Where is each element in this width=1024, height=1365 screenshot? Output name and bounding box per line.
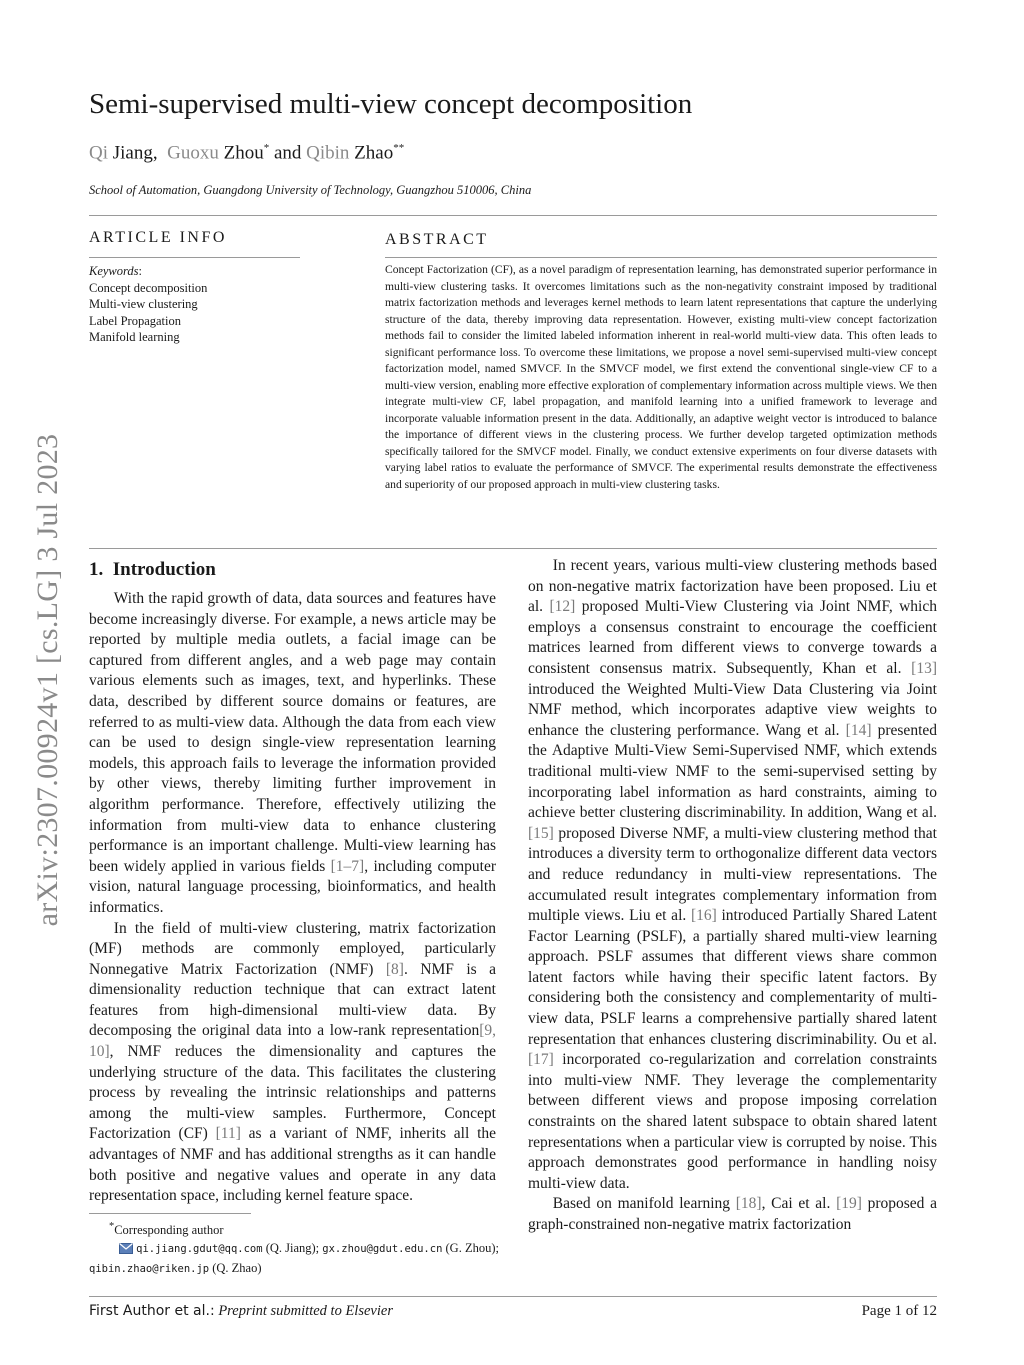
keyword-item: Multi-view clustering [89,297,198,311]
section-title: Introduction [112,559,216,580]
citation-link[interactable]: [17] [528,1051,554,1069]
footer-left [89,1303,393,1320]
author-mark: ** [393,142,405,154]
article-info-divider [89,257,300,258]
right-column [528,556,937,1236]
article-info-heading: ARTICLE INFO [89,229,227,246]
paragraph: With the rapid growth of data, data sources and features have become increasingly diverse. For example, a news article may be reported by multiple media outlets, a facial image can be captured from different angles, and a web page may contain various elements such as images, text, and hyperlinks. These data, described by different source domains or features, are referred to as multi-view data. Although the data from each view can be used to design single-view representation learning models, this approach fails to leverage the information provided by other views, thereby limiting further improvement in algorithm performance. Therefore, effectively utilizing the information from multi-view data to enhance clustering performance is an important challenge. Multi-view learning has been widely applied in various fields [1–7], including computer vision, natural language processing, bioinformatics, and health informatics. [89,590,496,916]
email-link[interactable]: qi.jiang.gdut@qq.com [136,1243,263,1256]
citation-link[interactable]: [19] [836,1195,862,1213]
footer-venue: Preprint submitted to Elsevier [218,1303,393,1319]
author-family-name: Jiang [112,142,153,164]
keywords-block: Keywords: Concept decomposition Multi-view clustering Label Propagation Manifold learning [89,264,208,344]
abstract-text: Concept Factorization (CF), as a novel paradigm of representation learning, has demonstrated superior performance in multi-view clustering tasks. It overcomes limitations such as the non-negativity constraint imposed by traditional matrix factorization methods and leverages kernel methods to learn latent representations that capture the underlying structure of the data, thereby improving data representation. However, existing multi-view concept factorization methods fail to consider the limited labeled information inherent in real-world multi-view data. This often leads to significant performance loss. To overcome these limitations, we propose a novel semi-supervised multi-view concept factorization model, named SMVCF. In the SMVCF model, we first extend the conventional single-view CF to a multi-view version, enabling more effective exploration of complementary information across multiple views. We then integrate multi-view CF, label propagation, and manifold learning into a unified framework to leverage and incorporate valuable information present in the data. Additionally, an adaptive weight vector is introduced to balance the importance of different views in the clustering process. We further develop targeted optimization methods specifically tailored for the SMVCF model. Finally, we conduct extensive experiments on four diverse datasets with varying label ratios to evaluate the performance of SMVCF. The experimental results demonstrate the effectiveness and superiority of our proposed approach in multi-view clustering tasks. [385,263,937,491]
top-divider [89,215,937,216]
keywords-label: Keywords [89,264,139,278]
citation-link[interactable]: [12] [549,598,576,616]
email-link[interactable]: qibin.zhao@riken.jp [89,1263,210,1276]
paragraph: In recent years, various multi-view clustering methods based on non-negative matrix factorization have been proposed. Liu et al. [12] proposed Multi-View Clustering via Joint NMF, which employs a consensus constraint to encourage the coefficient matrices learned from different views to converge towards a consistent consensus matrix. Subsequently, Khan et al. [13] introduced the Weighted Multi-View Data Clustering via Joint NMF method, which incorporates adaptive view weights to enhance the clustering performance. Wang et al. [14] presented the Adaptive Multi-View Semi-Supervised NMF, which extends traditional multi-view NMF to the semi-supervised setting by incorporating label information as hard constraints, aiming to achieve better clustering discriminability. In addition, Wang et al. [15] proposed Diverse NMF, a multi-view clustering method that introduces a diversity term to orthogonalize different data vectors and reduce redundancy in multi-view representations. The accumulated result integrates complementary information from multiple views. Liu et al. [16] introduced Partially Shared Latent Factor Learning (PSLF), a partially shared multi-view learning approach. PSLF assumes that different views share common latent factors while having their specific latent factors. By considering both the consistency and complementarity of multi-view data, PSLF learns a comprehensive partially shared latent representation that enhances clustering discriminability. Ou et al. [17] incorporated co-regularization and correlation constraints into multi-view NMF. They leverage the complementarity between different views and propose imposing correlation constraints on the shared latent subspace to obtain shared latent representations when a particular view is corrupted by noise. This approach demonstrates good performance in handling noisy multi-view data. [528,557,938,1192]
citation-link[interactable]: [15] [528,824,554,842]
author-given-name: Guoxu [167,142,219,164]
paragraph: In the field of multi-view clustering, matrix factorization (MF) methods are commonly employed, particularly Nonnegative Matrix Factorization (NMF) [8]. NMF is a dimensionality reduction technique that can extract latent features from high-dimensional multi-view data. By decomposing the original data into a low-rank representation[9, 10], NMF reduces the dimensionality and captures the underlying structure of the data. This facilitates the clustering process by revealing the intrinsic relationships and patterns among the multi-view samples. Furthermore, Concept Factorization (CF) [11] as a variant of NMF, inherits all the advantages of NMF and has additional strengths as it can handle both positive and negative values and operate in any data representation space, including kernel feature space. [89,919,496,1205]
email-owner: (Q. Zhao) [209,1261,262,1276]
section-heading [89,559,216,581]
envelope-icon [119,1241,133,1259]
email-owner: (G. Zhou); [442,1241,499,1256]
footer-colon: : [209,1303,215,1319]
footnote-divider [89,1213,251,1214]
paper-title: Semi-supervised multi-view concept decomposition [89,88,693,120]
email-owner: (Q. Jiang); [262,1241,323,1256]
footnote-label: Corresponding author [114,1223,224,1238]
author-given-name: Qi [89,142,108,164]
author-family-name: Zhou [223,142,264,164]
footer-author: First Author et al. [89,1303,210,1319]
citation-link[interactable]: [16] [690,907,717,925]
keyword-item: Label Propagation [89,313,181,328]
email-link[interactable]: gx.zhou@gdut.edu.cn [322,1243,443,1256]
affiliation: School of Automation, Guangdong University of Technology, Guangzhou 510006, China [89,183,532,197]
arxiv-identifier[interactable]: arXiv:2307.00924v1 [cs.LG] 3 Jul 2023 [31,433,64,927]
keyword-item: Concept decomposition [89,280,208,295]
author-mark: * [263,142,270,154]
footnote-mark: * [109,1221,115,1232]
footer-divider [89,1296,937,1297]
abstract-heading: ABSTRACT [385,231,489,248]
arxiv-sidebar [18,380,78,980]
citation-link[interactable]: [1–7] [330,857,365,875]
citation-link[interactable]: [11] [215,1125,241,1143]
paragraph: Based on manifold learning [18], Cai et al. [19] proposed a graph-constrained non-negative matrix factorization [528,1195,938,1233]
page-number: Page 1 of 12 [861,1303,937,1319]
citation-link[interactable]: [14] [845,721,872,739]
author-given-name: Qibin [306,142,350,164]
footnote [89,1218,499,1278]
author-list [89,142,404,164]
citation-link[interactable]: [18] [735,1195,762,1213]
body-divider [89,548,937,549]
citation-link[interactable]: [8] [385,960,404,978]
citation-link[interactable]: [13] [911,659,937,677]
left-column [89,589,496,1207]
author-separator: , [152,142,158,164]
citation-link[interactable]: [9, 10] [89,1022,496,1061]
keyword-item: Manifold learning [89,330,180,344]
section-number: 1. [89,559,104,580]
author-separator: and [273,142,302,164]
abstract-divider [385,257,937,258]
author-family-name: Zhao [354,142,394,164]
